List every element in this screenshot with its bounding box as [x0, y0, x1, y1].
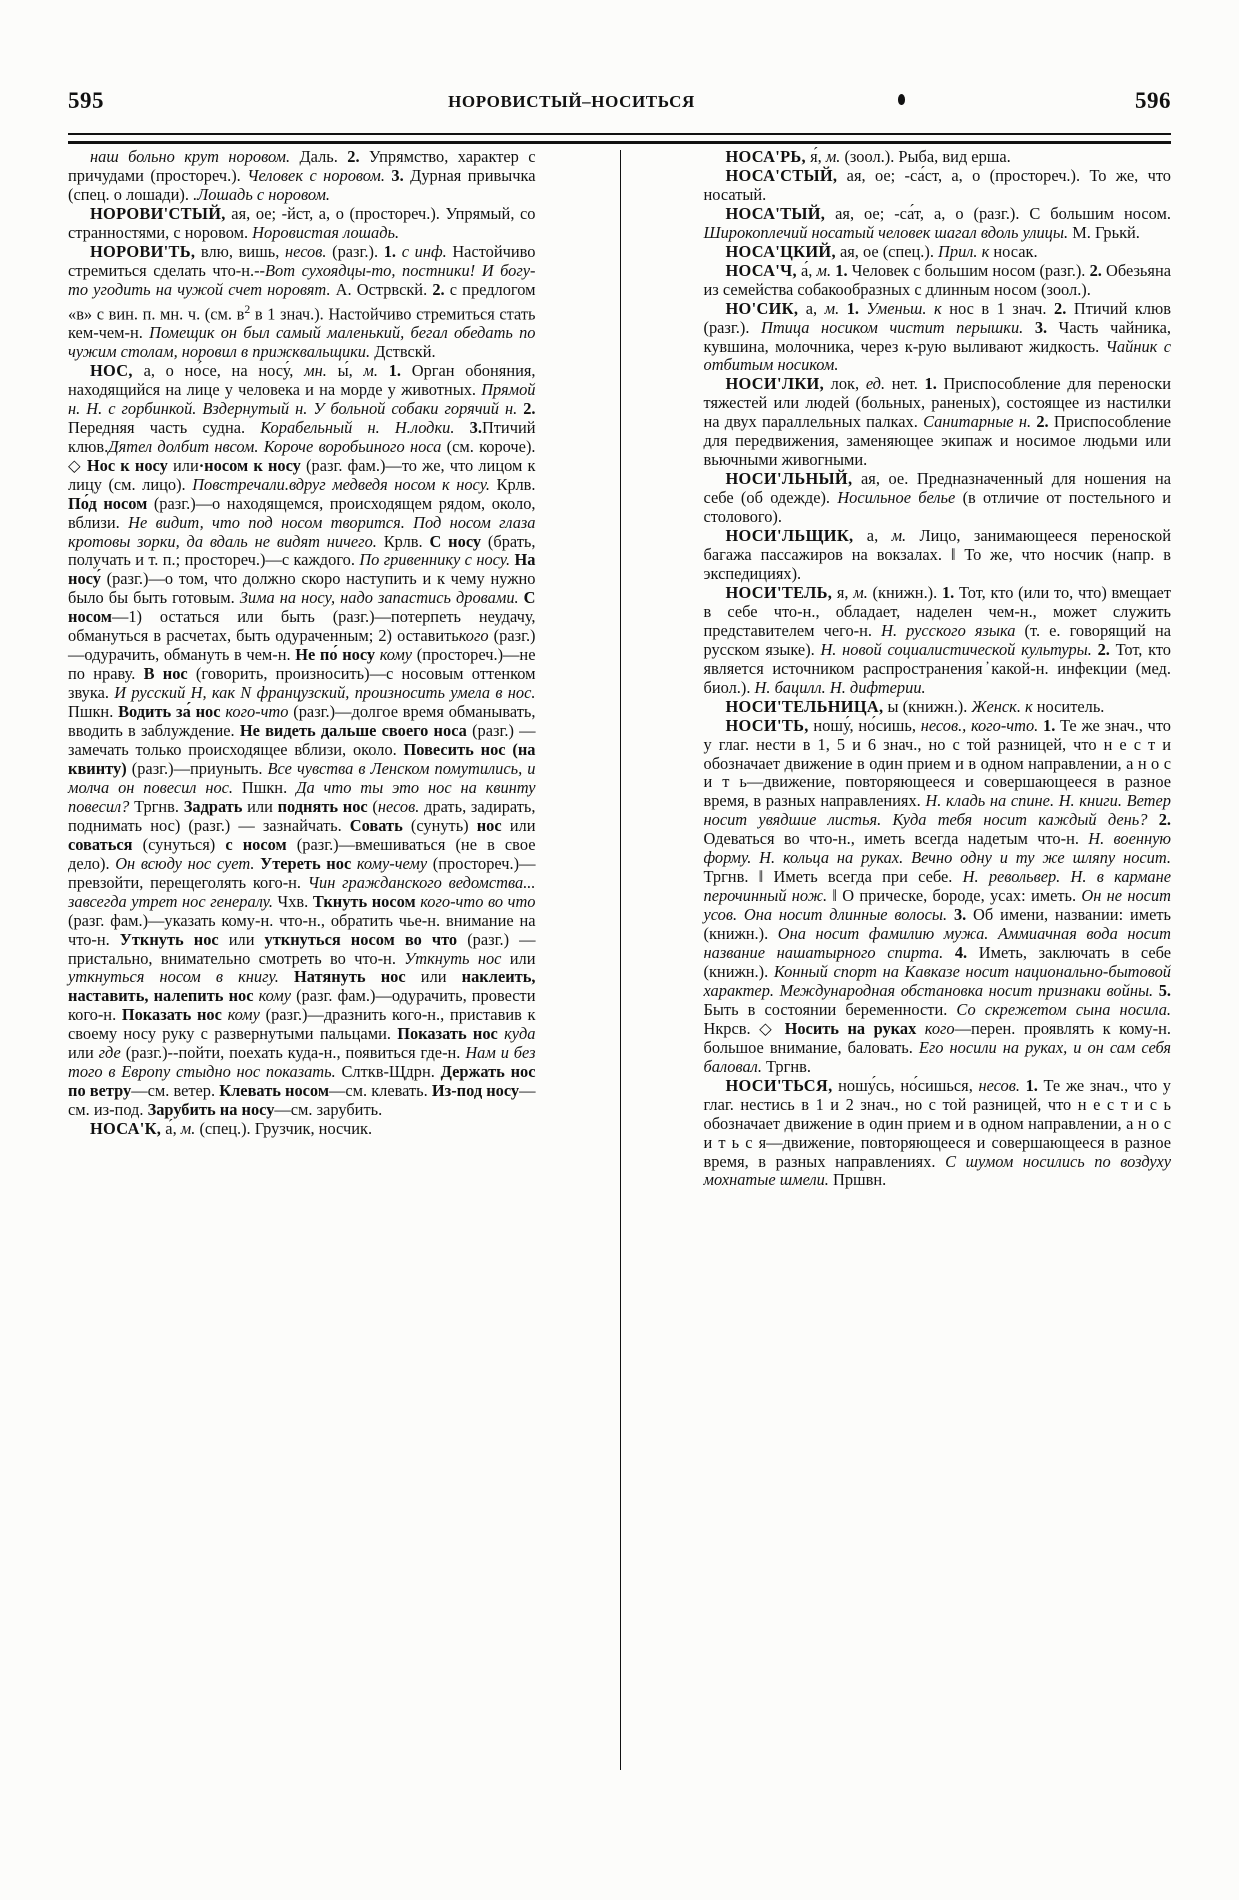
- dictionary-entry: НОСИ'ТЬ, ношу́, но́сишь, несов., кого-что. 1. Те же знач., что у глаг. нести в 1, 5 и 6 знач., но с той разницей, что н е с т и обозначает движение в один прием и в одном направлении, а н о с и т ь—движение, повторяющееся и совершающееся в разное время, в разных направлениях. Н. кладь на спине. Н. книги. Ветер носит увядшие листья. Куда тебя носит каждый день? 2. Одеваться во что-н., иметь всегда надетым что-н. Н. военную форму. Н. кольца на руках. Вечно одну и ту же шляпу носит. Тргнв. ‖ Иметь всегда при себе. Н. револьвер. Н. в кармане перочинный нож. ‖ О прическе, бороде, усах: иметь. Он не носит усов. Она носит длинные волосы. 3. Об имени, названии: иметь (книжн.). Она носит фамилию мужа. Аммиачная вода носит название нашатырного спирта. 4. Иметь, заключать в себе (книжн.). Конный спорт на Кавказе носит национально-бытовой характер. Международная обстановка носит признаки войны. 5. Быть в состоянии беременности. Со скрежетом сына носила. Нкрсв. ◇ Носить на руках кого—перен. проявлять к кому-н. большое внимание, баловать. Его носили на руках, и он сам себя баловал. Тргнв.: [703, 715, 1172, 1076]
- dictionary-entry: НОС, а, о но́се, на носу́, мн. ы́, м. 1. Орган обоняния, находящийся на лице у человека и на морде у животных. Прямой н. Н. с горбинкой. Вздернутый н. У больной собаки горячий н. 2. Передняя часть судна. Корабельный н. Н.лодки. 3.Птичий клюв.Дятел долбит нвсом. Короче воробьиного носа (см. короче). ◇ Нос к носу или·носом к носу (разг. фам.)—то же, что лицом к лицу (см. лицо). Повстречали.вдруг медведя носом к носу. Крлв. По́д носом (разг.)—о находящемся, происходящем рядом, около, вблизи. Не видит, что под носом творится. Под носом глаза кротовы зорки, да вдаль не видят ничего. Крлв. С носу (брать, получать и т. п.; простореч.)—с каждого. По гривеннику с носу. На носу́ (разг.)—о том, что должно скоро наступить и к чему нужно было бы быть готовым. Зима на носу, надо запастись дровами. С носом—1) остаться или быть (разг.)—потерпеть неудачу, обмануться в расчетах, быть одураченным; 2) оставитького (разг.)—одурачить, обмануть в чем-н. Не по́ носу кому (простореч.)—не по нраву. В нос (говорить, произносить)—с носовым оттенком звука. И русский Н, как N французский, произносить умела в нос. Пшкн. Водить за́ нос кого-что (разг.)—долгое время обманывать, вводить в заблуждение. Не видеть дальше своего носа (разг.) — замечать только происходящее вблизи, около. Повесить нос (на квинту) (разг.)—приуныть. Все чувства в Ленском помутились, и молча он повесил нос. Пшкн. Да что ты это нос на квинту повесил? Тргнв. Задрать или поднять нос (несов. драть, задирать, поднимать нос) (разг.) — зазнайчать. Совать (сунуть) нос или соваться (сунуться) с носом (разг.)—вмешиваться (не в свое дело). Он всюду нос сует. Утереть нос кому-чему (простореч.)—превзойти, перещеголять кого-н. Чин гражданского ведомства... завсегда утрет нос генералу. Чхв. Ткнуть носом кого-что во что (разг. фам.)—указать кому-н. что-н., обратить чье-н. внимание на что-н. Уткнуть нос или уткнуться носом во что (разг.) — пристально, внимательно смотреть во что-н. Уткнуть нос или уткнуться носом в книгу. Натянуть нос или наклеить, наставить, налепить нос кому (разг. фам.)—одурачить, провести кого-н. Показать нос кому (разг.)—дразнить кого-н., приставив к своему носу руку с развернутыми пальцами. Показать нос куда или где (разг.)--пойти, поехать куда-н., появиться где-н. Нам и без того в Европу стыдно нос показать. Слткв-Щдрн. Держать нос по ветру—см. ветер. Клевать носом—см. клевать. Из-под носу—см. из-под. Зарубить на носу—см. зарубить.: [68, 360, 536, 1120]
- dictionary-entry: НОСИ'ЛЬЩИК, а, м. Лицо, занимающееся переноской багажа пассажиров на вокзалах. ‖ То же, что носчик (напр. в экспедициях).: [703, 526, 1171, 583]
- dictionary-entry: НОСА'Ч, а́, м. 1. Человек с большим носом (разг.). 2. Обезьяна из семейства собакообразных с длинным носом (зоол.).: [703, 260, 1171, 299]
- dictionary-entry: НОСА'СТЫЙ, ая, ое; -са́ст, а, о (простореч.). То же, что носатый.: [703, 165, 1171, 204]
- dictionary-entry: НОСА'К, а́, м. (спец.). Грузчик, носчик.: [90, 1119, 373, 1139]
- dictionary-entry: НОСИ'ТЬСЯ, ношу́сь, но́сишься, несов. 1. Те же знач., что у глаг. нестись в 1 и 2 знач., но с той разницей, что н е с т и с ь обозначает движение в один прием и в одном направлении, а н о с и т ь с я—движение, повторяющееся и совершающееся в разное время, в разных направлениях. С шумом носились по воздуху мохнатые шмели. Пршвн.: [703, 1075, 1172, 1190]
- dictionary-entry: НОРОВИ'ТЬ, влю, вишь, несов. (разг.). 1. с инф. Настойчиво стремиться сделать что-н.--Вот сухоядцы-то, постники! И богу-то угодить на чужой счет норовят. А. Острвскй. 2. с предлогом «в» с вин. п. мн. ч. (см. $в^2$ в 1 знач.). Настойчиво стремиться стать кем-чем-н. Помещик он был самый маленький, бегал обедать по чужим столам, норовил в прижквальщики. Дствскй.: [68, 241, 536, 361]
- page-number-right: 596: [1135, 88, 1171, 113]
- page-number-left: 595: [68, 88, 104, 113]
- column-divider: [620, 150, 621, 1770]
- header-rule: [68, 133, 1171, 144]
- dictionary-entry: НО'СИК, а, м. 1. Уменьш. к нос в 1 знач. 2. Птичий клюв (разг.). Птица носиком чистит перышки. 3. Часть чайника, кувшина, молочника, через к-рую выливают жидкость. Чайник с отбитым носиком.: [703, 298, 1172, 375]
- dictionary-entry: НОСИ'ТЕЛЬНИЦА, ы (книжн.). Женск. к носитель.: [725, 696, 1105, 716]
- header-dot-ornament: [898, 94, 905, 105]
- dictionary-entry: НОСИ'ЛЬНЫЙ, ая, ое. Предназначенный для ношения на себе (об одежде). Носильное белье (в отличие от постельного и столового).: [703, 469, 1171, 527]
- column-container: [68, 148, 1171, 1848]
- dictionary-entry: НОСИ'ЛКИ, лок, ед. нет. 1. Приспособление для переноски тяжестей или людей (больных, раненых), состоящее из настилки на двух параллельных палках. Санитарные н. 2. Приспособление для передвижения, заменяющее экипаж и носимое людьми или вьючными живогными.: [703, 374, 1171, 470]
- dictionary-entry: НОСА'ТЫЙ, ая, ое; -са́т, а, о (разг.). С большим носом. Широкоплечий носатый человек шагал вдоль улицы. М. Грькй.: [703, 203, 1171, 242]
- running-title: НОРОВИСТЫЙ–НОСИТЬСЯ: [448, 92, 695, 111]
- dictionary-entry: НОРОВИ'СТЫЙ, ая, ое; -йст, а, о (простореч.). Упрямый, со странностями, с норовом. Норовистая лошадь.: [68, 203, 536, 242]
- dictionary-entry: наш больно крут норовом. Даль. 2. Упрямство, характер с причудами (простореч.). Человек с норовом. 3. Дурная привычка (спец. о лошади). .Лошадь с норовом.: [68, 147, 536, 204]
- right-column: [704, 148, 1172, 1848]
- dictionary-entry: НОСА'ЦКИЙ, ая, ое (спец.). Прил. к носак.: [725, 241, 1038, 261]
- left-column: [68, 148, 536, 1848]
- dictionary-entry: НОСИ'ТЕЛЬ, я, м. (книжн.). 1. Тот, кто (или то, что) вмещает в себе что-н., обладает, наделен чем-н., может служить представителем чего-н. Н. русского языка (т. е. говорящий на русском языке). Н. новой социалистической культуры. 2. Тот, кто является источником распространения ̕какой-н. инфекции (мед. биол.). Н. бацилл. Н. дифтерии.: [703, 582, 1171, 697]
- running-head: [68, 88, 1171, 128]
- dictionary-entry: НОСА'РЬ, я́, м. (зоол.). Рыба, вид ерша.: [725, 147, 1011, 166]
